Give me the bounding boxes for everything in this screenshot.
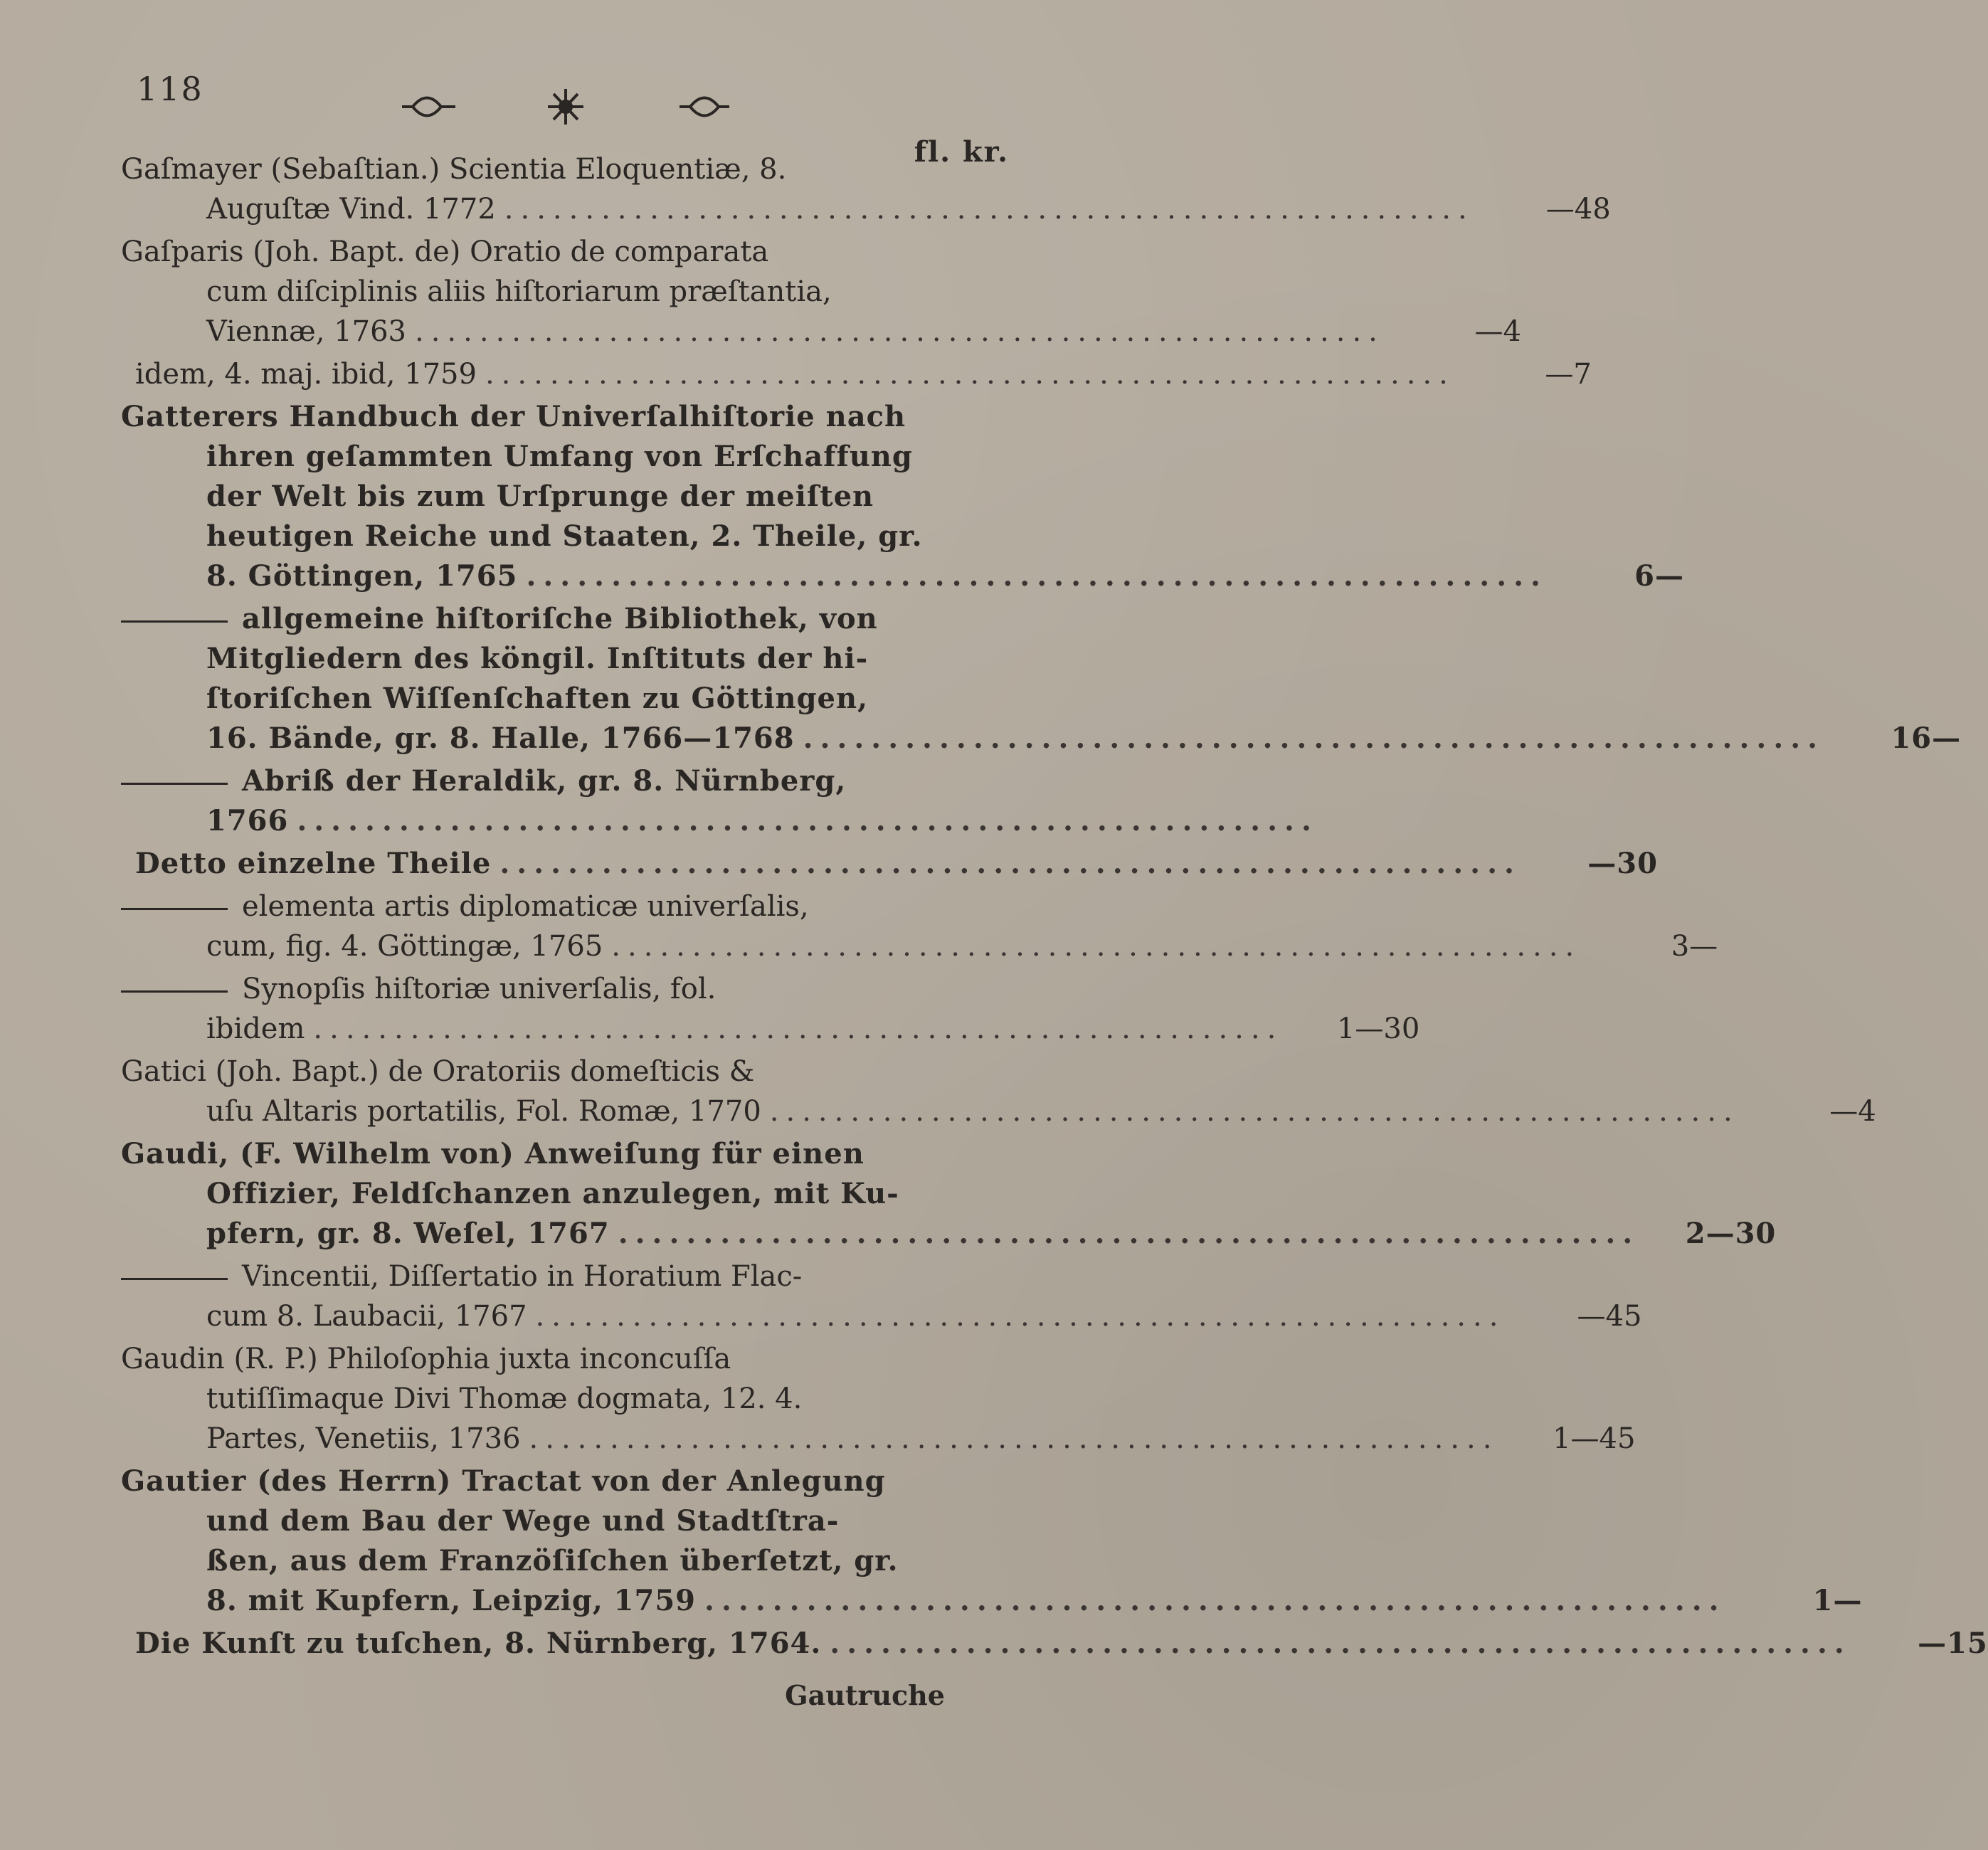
ditto-dash: [121, 908, 228, 910]
entry-price: —30: [1587, 847, 1658, 880]
entry-text: Offizier, Feldſchanzen anzulegen, mit Ku-: [206, 1177, 899, 1210]
entry-price: 1—45: [1553, 1422, 1636, 1455]
entry-text: Gautier (des Herrn) Tractat von der Anlegung: [121, 1464, 886, 1498]
entry-line: [121, 1257, 1003, 1296]
entry-text: Viennæ, 1763: [206, 315, 406, 348]
entry-line: [121, 926, 1718, 966]
entry-text: Vincentii, Diſſertatio in Horatium Flac-: [242, 1260, 803, 1293]
catalog-entry: [121, 1462, 1863, 1621]
dot-leader: ............................................................: [313, 1013, 1284, 1045]
dot-leader: ............................................................: [611, 930, 1582, 963]
entry-line: [121, 189, 1611, 229]
entry-line: [121, 1501, 1003, 1541]
ornament-icon: [398, 78, 733, 135]
entry-line: [121, 719, 1962, 758]
entry-price: —15: [1918, 1627, 1988, 1660]
entry-line: [121, 844, 1658, 884]
entry-text: ßen, aus dem Franzöſiſchen überſetzt, gr.: [206, 1544, 899, 1577]
entry-text: Synopſis hiſtoriæ univerſalis, fol.: [242, 973, 717, 1005]
dot-leader: ............................................................: [485, 358, 1455, 391]
entry-text: Gaudin (R. P.) Philoſophia juxta inconcuſſa: [121, 1343, 731, 1375]
entry-line: [121, 1092, 1876, 1131]
entry-text: cum 8. Laubacii, 1767: [206, 1300, 527, 1333]
dot-leader: ............................................................: [529, 1422, 1499, 1455]
entry-line: [121, 887, 1003, 926]
entry-line: [121, 1052, 1003, 1092]
entry-text: elementa artis diplomaticæ univerſalis,: [242, 890, 809, 923]
dot-leader: ............................................................: [415, 315, 1385, 348]
catalog-entry: [121, 1052, 1876, 1131]
entry-line: [121, 397, 1003, 437]
entry-text: Abriß der Heraldik, gr. 8. Nürnberg,: [242, 764, 847, 798]
entry-text: idem, 4. maj. ibid, 1759: [135, 358, 477, 391]
entry-text: 8. Göttingen, 1765: [206, 559, 518, 593]
ditto-dash: [121, 990, 228, 993]
entry-price: 6—: [1634, 559, 1684, 593]
catchword: Gautruche: [785, 1679, 945, 1711]
entry-price: 1—: [1812, 1584, 1863, 1617]
entry-text: Partes, Venetiis, 1736: [206, 1422, 521, 1455]
catalog-entry: [121, 1134, 1777, 1254]
entry-line: [121, 969, 1003, 1009]
entry-text: der Welt bis zum Urſprunge der meiſten: [206, 480, 874, 513]
entry-price: 16—: [1891, 722, 1962, 755]
entry-text: Gatici (Joh. Bapt.) de Oratoriis domeſticis &: [121, 1055, 755, 1088]
catalog-entry: [121, 844, 1658, 884]
catalog-entry: [121, 887, 1718, 966]
entry-line: [121, 312, 1521, 352]
entry-price: —48: [1545, 193, 1611, 226]
entry-price: —7: [1545, 358, 1592, 391]
entry-line: [121, 639, 1003, 679]
entry-text: Gaſparis (Joh. Bapt. de) Oratio de comparata: [121, 236, 769, 268]
entry-text: Gaſmayer (Sebaſtian.) Scientia Eloquentiæ, 8.: [121, 153, 787, 186]
entry-line: [121, 1339, 1003, 1379]
entry-line: [121, 1541, 1003, 1581]
entry-line: [121, 556, 1684, 596]
dot-leader: ............................................................: [830, 1627, 1851, 1660]
entry-line: [121, 354, 1592, 394]
dot-leader: ............................................................: [297, 804, 1318, 837]
catalog-entry: [121, 599, 1962, 758]
entry-price: 2—30: [1685, 1217, 1777, 1250]
entry-text: 16. Bände, gr. 8. Halle, 1766—1768: [206, 722, 795, 755]
entry-text: ſtoriſchen Wiſſenſchaften zu Göttingen,: [206, 682, 869, 715]
entry-price: 1—30: [1336, 1013, 1420, 1045]
dot-leader: ............................................................: [769, 1095, 1740, 1128]
entry-text: und dem Bau der Wege und Stadtſtra-: [206, 1504, 840, 1538]
catalog-entry: [121, 354, 1592, 394]
dot-leader: ............................................................: [526, 559, 1548, 593]
ditto-dash: [121, 783, 228, 785]
entry-line: [121, 232, 1003, 272]
entry-line: [121, 272, 1003, 312]
entry-line: [121, 1214, 1777, 1254]
catalog-entry: [121, 1624, 1988, 1664]
entry-line: [121, 1379, 1003, 1419]
entry-text: Die Kunſt zu tuſchen, 8. Nürnberg, 1764.: [135, 1627, 822, 1660]
entry-line: [121, 761, 1003, 801]
entry-line: [121, 437, 1003, 477]
entry-text: tutiſſimaque Divi Thomæ dogmata, 12. 4.: [206, 1383, 803, 1415]
ditto-dash: [121, 620, 228, 623]
entry-line: [121, 1009, 1420, 1049]
catalog-entry: [121, 1257, 1642, 1336]
entry-price: —4: [1829, 1095, 1876, 1128]
entry-text: ihren geſammten Umfang von Erſchaffung: [206, 440, 913, 473]
entry-text: cum, fig. 4. Göttingæ, 1765: [206, 930, 603, 963]
catalog-entry: [121, 969, 1420, 1049]
dot-leader: ............................................................: [704, 1584, 1726, 1617]
catalog-entries: [121, 149, 1988, 1666]
entry-line: [121, 1174, 1003, 1214]
entry-line: [121, 1462, 1003, 1501]
entry-price: —45: [1577, 1300, 1642, 1333]
entry-text: uſu Altaris portatilis, Fol. Romæ, 1770: [206, 1095, 761, 1128]
currency-header: fl. kr.: [914, 135, 1009, 169]
entry-line: [121, 477, 1003, 517]
entry-text: Mitgliedern des köngil. Inſtituts der hi-: [206, 642, 869, 675]
entry-text: pfern, gr. 8. Weſel, 1767: [206, 1217, 610, 1250]
entry-text: Auguſtæ Vind. 1772: [206, 193, 496, 226]
entry-price: —4: [1474, 315, 1521, 348]
entry-line: [121, 517, 1003, 556]
dot-leader: ............................................................: [803, 722, 1825, 755]
catalog-entry: [121, 232, 1521, 352]
entry-line: [121, 1134, 1003, 1174]
entry-text: heutigen Reiche und Staaten, 2. Theile, gr.: [206, 519, 923, 553]
dot-leader: ............................................................: [504, 193, 1474, 226]
entry-line: [121, 1296, 1642, 1336]
entry-line: [121, 679, 1003, 719]
entry-text: Detto einzelne Theile: [135, 847, 492, 880]
entry-text: ibidem: [206, 1013, 305, 1045]
entry-line: [121, 1581, 1863, 1621]
dot-leader: ............................................................: [499, 847, 1521, 880]
entry-text: 1766: [206, 804, 289, 837]
entry-text: Gaudi, (F. Wilhelm von) Anweiſung für einen: [121, 1137, 865, 1170]
catalog-entry: [121, 761, 1318, 841]
entry-text: cum diſciplinis aliis hiſtoriarum præſtantia,: [206, 275, 832, 308]
catalog-entry: [121, 149, 1611, 229]
catalog-entry: [121, 1339, 1636, 1459]
page-number: 118: [137, 70, 203, 108]
entry-line: [121, 801, 1318, 841]
entry-price: 3—: [1671, 930, 1718, 963]
entry-line: [121, 599, 1003, 639]
catalog-entry: [121, 397, 1684, 596]
dot-leader: ............................................................: [618, 1217, 1640, 1250]
dot-leader: ............................................................: [535, 1300, 1506, 1333]
ditto-dash: [121, 1278, 228, 1280]
entry-text: allgemeine hiſtoriſche Bibliothek, von: [242, 602, 878, 635]
entry-text: Gatterers Handbuch der Univerſalhiſtorie nach: [121, 400, 906, 433]
entry-line: [121, 1624, 1988, 1664]
entry-text: 8. mit Kupfern, Leipzig, 1759: [206, 1584, 697, 1617]
entry-line: [121, 1419, 1636, 1459]
entry-line: [121, 149, 1003, 189]
